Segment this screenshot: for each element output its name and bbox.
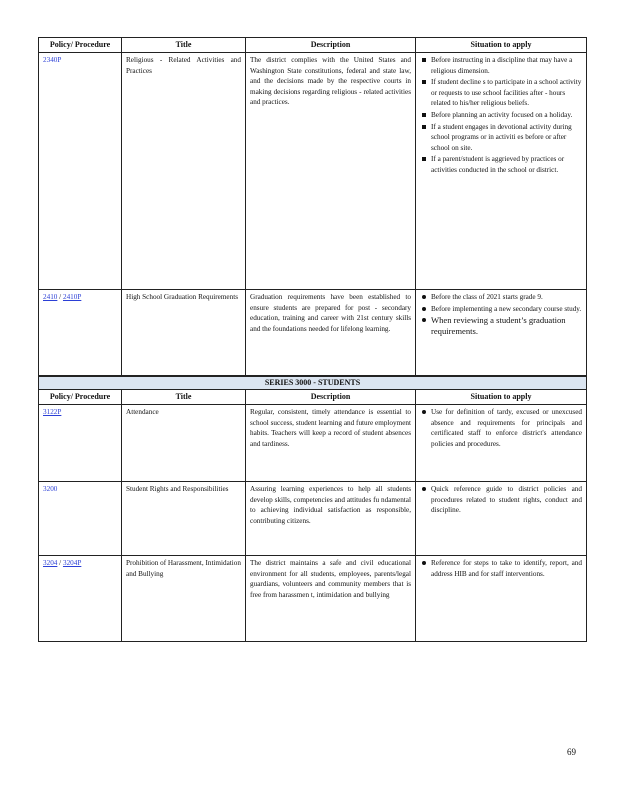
table-row <box>39 482 587 556</box>
policy-id[interactable]: 2340P <box>43 56 62 64</box>
procedure-link[interactable]: 2410P <box>62 293 82 301</box>
header-policy: Policy/ Procedure <box>39 38 122 53</box>
header-title: Title <box>122 390 246 405</box>
policy-description: Graduation requirements have been established to ensure students are prepared for post - secondary education, training and career with 21st century skills and the foundations needed for lifelong learning. <box>246 290 416 376</box>
policy-id[interactable]: 3200 <box>43 485 58 493</box>
policy-table-3000 <box>38 376 587 642</box>
situation-item: Quick reference guide to district policies and procedures related to student rights, conduct and discipline. <box>431 485 582 515</box>
policy-title: High School Graduation Requirements <box>122 290 246 376</box>
page-number: 69 <box>567 747 576 757</box>
policy-id-cell <box>39 405 122 482</box>
header-title: Title <box>122 38 246 53</box>
situation-item: Before instructing in a discipline that may have a religious dimension. <box>431 55 582 76</box>
situation-item: Before the class of 2021 starts grade 9. <box>431 292 582 303</box>
series-title: SERIES 3000 - STUDENTS <box>39 377 587 390</box>
table-header-row <box>39 38 587 53</box>
table-header-row <box>39 390 587 405</box>
header-description: Description <box>246 38 416 53</box>
situation-item: Reference for steps to take to identify, report, and address HIB and for staff interventions. <box>431 559 582 578</box>
header-situation: Situation to apply <box>416 38 587 53</box>
situation-cell <box>416 556 587 642</box>
situation-item: Before planning an activity focused on a holiday. <box>431 110 582 121</box>
policy-title: Prohibition of Harassment, Intimidation and Bullying <box>122 556 246 642</box>
situation-cell <box>416 290 587 376</box>
situation-item: If student decline s to participate in a school activity or requests to use school facilities after - hours related to his/her religious beliefs. <box>431 78 582 108</box>
situation-item: If a parent/student is aggrieved by practices or activities conducted in the school or district. <box>431 154 582 175</box>
policy-link[interactable]: 2410 <box>43 293 58 301</box>
policy-title: Attendance <box>122 405 246 482</box>
situation-item: Use for definition of tardy, excused or unexcused absence and requirements for principals and certificated staff to enforce district's attendance policies and procedures. <box>431 408 582 448</box>
id-separator: / <box>59 559 62 567</box>
policy-id-cell <box>39 482 122 556</box>
policy-id-cell <box>39 556 122 642</box>
policy-description: Assuring learning experiences to help all students develop skills, competencies and attitudes fu ndamental to achieving individual satisfaction as responsible, contributing citizens. <box>246 482 416 556</box>
policy-description: The district maintains a safe and civil educational environment for all students, employees, parents/legal guardians, volunteers and community members that is free from harassmen t, intimidation and bullying <box>246 556 416 642</box>
situation-item: When reviewing a student’s graduation requirements. <box>431 315 582 336</box>
table-row <box>39 53 587 290</box>
table-row <box>39 556 587 642</box>
policy-description: The district complies with the United States and Washington State constitutions, federal and state law, and the decisions made by the respective courts in making decisions regarding religious - related activities and practices. <box>246 53 416 290</box>
table-row <box>39 405 587 482</box>
procedure-link[interactable]: 3204P <box>62 559 82 567</box>
policy-id-cell <box>39 53 122 290</box>
policy-link[interactable]: 3204 <box>43 559 58 567</box>
series-header-row <box>39 377 587 390</box>
header-description: Description <box>246 390 416 405</box>
id-separator: / <box>59 293 62 301</box>
situation-item: Before implementing a new secondary course study. <box>431 304 582 313</box>
policy-table-2000 <box>38 37 587 376</box>
situation-item: If a student engages in devotional activity during school programs or in activiti es before or after school on site. <box>431 122 582 154</box>
situation-cell <box>416 405 587 482</box>
procedure-link[interactable]: 3122P <box>43 408 62 416</box>
policy-description: Regular, consistent, timely attendance is essential to school success, student learning and future employment habits. Teachers will keep a record of student absences and tardiness. <box>246 405 416 482</box>
header-situation: Situation to apply <box>416 390 587 405</box>
policy-id-cell <box>39 290 122 376</box>
policy-title: Religious - Related Activities and Practices <box>122 53 246 290</box>
situation-cell <box>416 482 587 556</box>
header-policy: Policy/ Procedure <box>39 390 122 405</box>
situation-cell <box>416 53 587 290</box>
policy-title: Student Rights and Responsibilities <box>122 482 246 556</box>
table-row <box>39 290 587 376</box>
